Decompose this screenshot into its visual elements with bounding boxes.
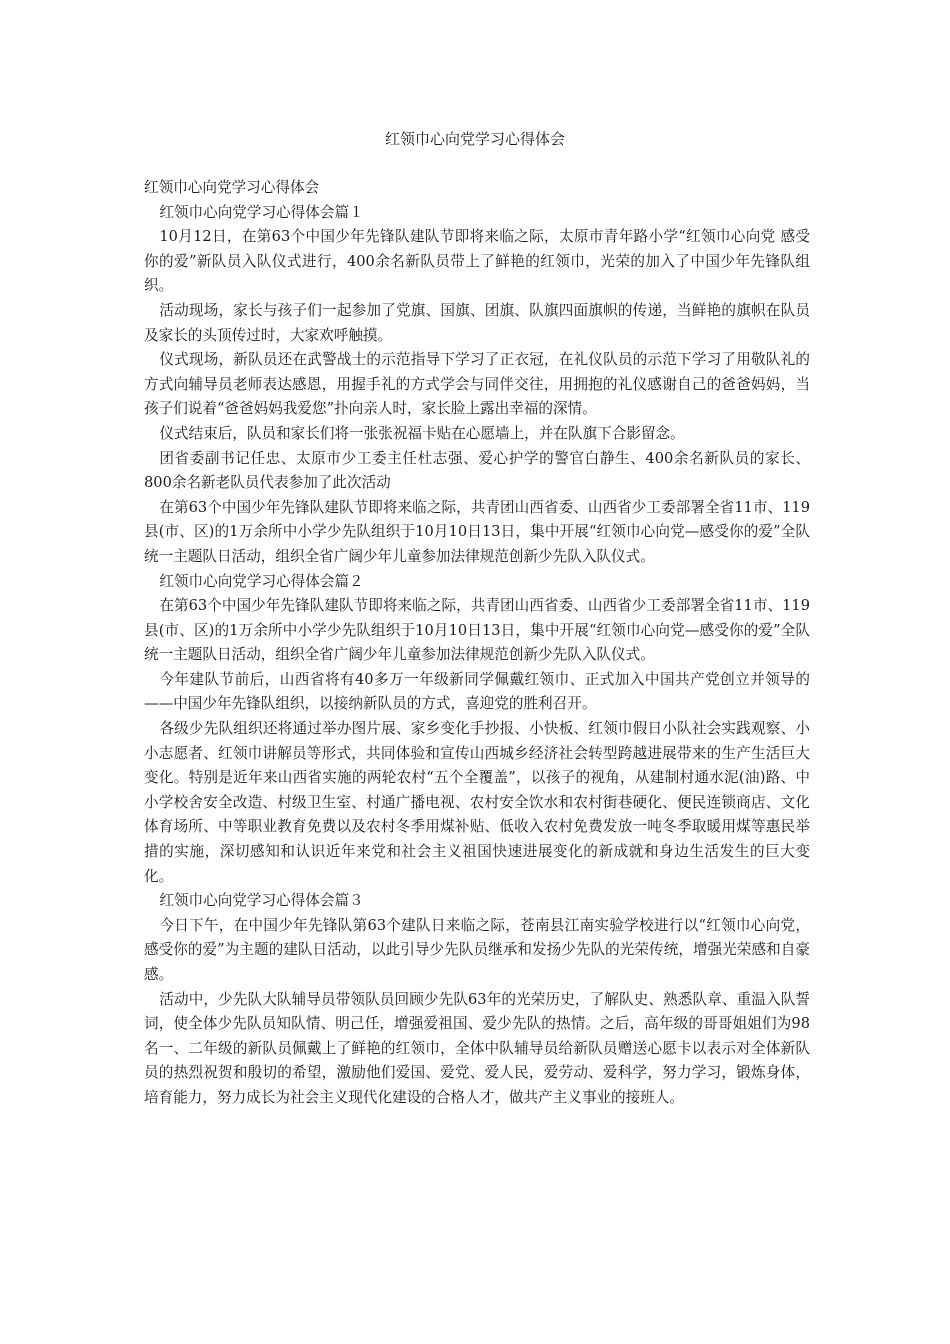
section-heading-2: 红领巾心向党学习心得体会篇２ [159, 572, 364, 590]
section-heading-3: 红领巾心向党学习心得体会篇３ [159, 892, 364, 910]
paragraph: 仪式现场，新队员还在武警战士的示范指导下学习了正衣冠，在礼仪队员的示范下学习了用敬队礼的方式向辅导员老师表达感恩，用握手礼的方式学会与同伴交往，用拥抱的礼仪感谢自己的爸爸妈妈，当孩子们说着“爸爸妈妈我爱您”扑向亲人时，家长脸上露出幸福的深情。 [144, 351, 810, 418]
paragraph: 团省委副书记任忠、太原市少工委主任杜志强、爱心护学的警官白静生、400余名新队员的家长、800余名新老队员代表参加了此次活动 [144, 449, 810, 492]
section-heading-1: 红领巾心向党学习心得体会篇１ [159, 203, 364, 221]
paragraph: 今日下午，在中国少年先锋队第63个建队日来临之际，苍南县江南实验学校进行以“红领巾心向党，感受你的爱”为主题的建队日活动，以此引导少先队员继承和发扬少先队的光荣传统，增强光荣感和自豪感。 [144, 916, 810, 983]
paragraph: 10月12日，在第63个中国少年先锋队建队节即将来临之际，太原市青年路小学“红领巾心向党 感受你的爱”新队员入队仪式进行，400余名新队员带上了鲜艳的红领巾，光荣的加入了中国少年先锋队组织。 [144, 228, 810, 295]
paragraph: 仪式结束后，队员和家长们将一张张祝福卡贴在心愿墙上，并在队旗下合影留念。 [159, 424, 685, 442]
paragraph: 在第63个中国少年先锋队建队节即将来临之际，共青团山西省委、山西省少工委部署全省11市、119县(市、区)的1万余所中小学少先队组织于10月10日13日，集中开展“红领巾心向党—感受你的爱”全队统一主题队日活动，组织全省广阔少年儿童参加法律规范创新少先队入队仪式。 [144, 597, 810, 664]
document-title: 红领巾心向党学习心得体会 [384, 130, 565, 148]
document-heading: 红领巾心向党学习心得体会 [144, 179, 320, 196]
paragraph: 在第63个中国少年先锋队建队节即将来临之际，共青团山西省委、山西省少工委部署全省11市、119县(市、区)的1万余所中小学少先队组织于10月10日13日，集中开展“红领巾心向党—感受你的爱”全队统一主题队日活动，组织全省广阔少年儿童参加法律规范创新少先队入队仪式。 [144, 498, 810, 565]
paragraph: 活动中，少先队大队辅导员带领队员回顾少先队63年的光荣历史，了解队史、熟悉队章、重温入队誓词，使全体少先队员知队情、明己任，增强爱祖国、爱少先队的热情。之后，高年级的哥哥姐姐们为98名一、二年级的新队员佩戴上了鲜艳的红领巾，全体中队辅导员给新队员赠送心愿卡以表示对全体新队员的热烈祝贺和殷切的希望，激励他们爱国、爱党、爱人民，爱劳动、爱科学，努力学习，锻炼身体，培育能力，努力成长为社会主义现代化建设的合格人才，做共产主义事业的接班人。 [144, 990, 810, 1106]
paragraph: 各级少先队组织还将通过举办图片展、家乡变化手抄报、小快板、红领巾假日小队社会实践观察、小小志愿者、红领巾讲解员等形式，共同体验和宣传山西城乡经济社会转型跨越进展带来的生产生活巨大变化。特别是近年来山西省实施的两轮农村“五个全覆盖”，以孩子的视角，从建制村通水泥(油)路、中小学校舍安全改造、村级卫生室、村通广播电视、农村安全饮水和农村街巷硬化、便民连锁商店、文化体育场所、中等职业教育免费以及农村冬季用煤补贴、低收入农村免费发放一吨冬季取暖用煤等惠民举措的实施，深切感知和认识近年来党和社会主义祖国快速进展变化的新成就和身边生活发生的巨大变化。 [144, 720, 810, 885]
paragraph: 活动现场，家长与孩子们一起参加了党旗、国旗、团旗、队旗四面旗帜的传递，当鲜艳的旗帜在队员及家长的头顶传过时，大家欢呼触摸。 [144, 301, 810, 344]
document-body [144, 176, 810, 1111]
paragraph: 今年建队节前后，山西省将有40多万一年级新同学佩戴红领巾、正式加入中国共产党创立并领导的——中国少年先锋队组织，以接纳新队员的方式，喜迎党的胜利召开。 [144, 670, 810, 713]
